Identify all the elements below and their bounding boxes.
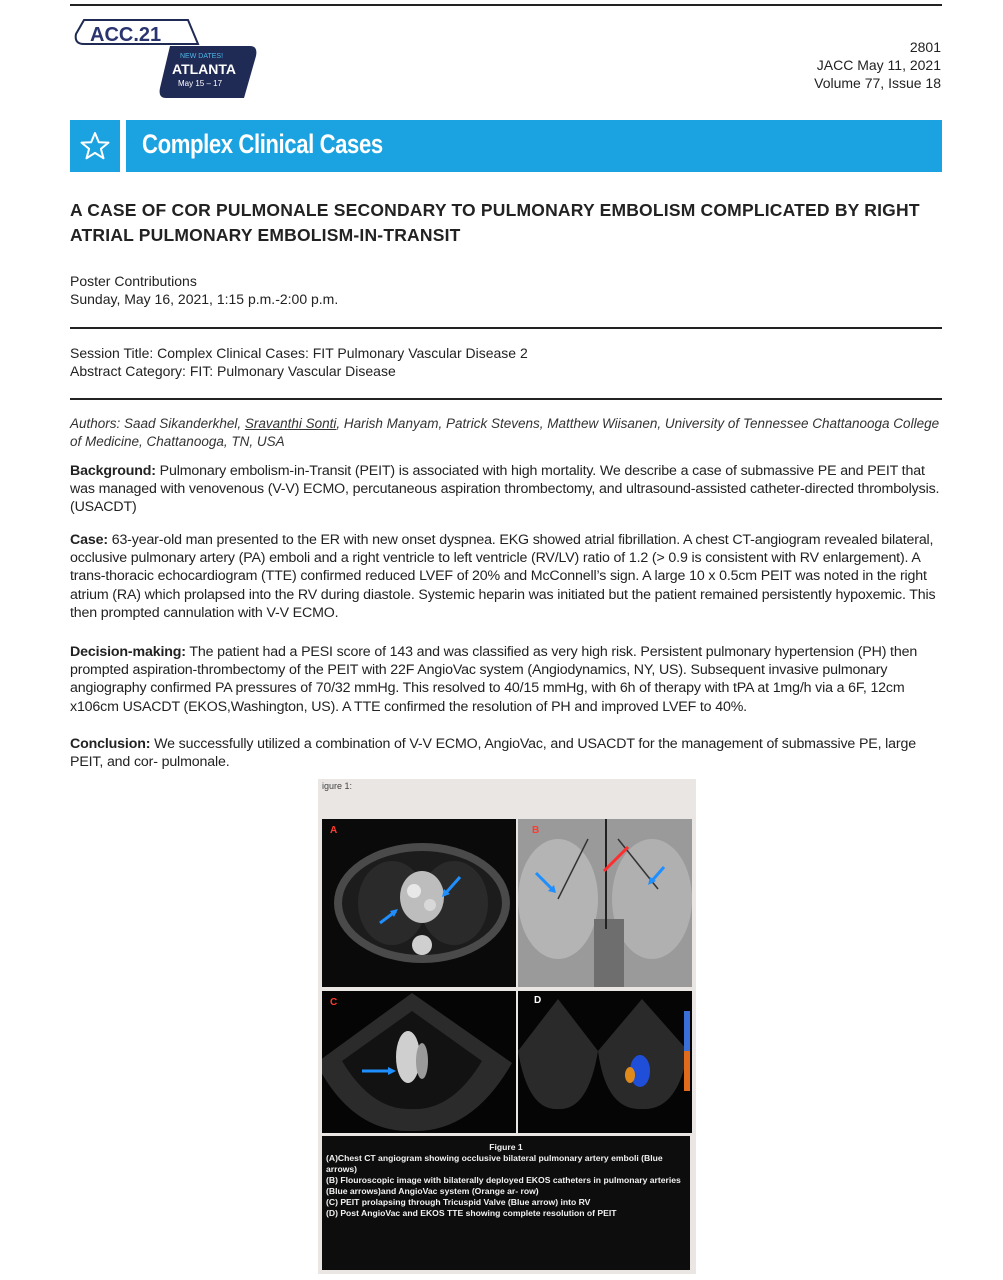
case-paragraph xyxy=(70,531,948,622)
page-number: 2801 xyxy=(909,39,941,55)
section-banner xyxy=(70,120,942,172)
decision-label: Decision-making: xyxy=(70,644,186,660)
panel-b-label: B xyxy=(532,825,540,836)
section-bar xyxy=(126,120,942,172)
top-rule xyxy=(70,4,942,6)
conclusion-text: We successfully utilized a combination of V-V ECMO, AngioVac, and USACDT for the management of submassive PE, large PEIT, and cor- pulmonale. xyxy=(70,736,916,771)
panel-a-label: A xyxy=(330,825,338,836)
article-title: A CASE OF COR PULMONALE SECONDARY TO PULMONARY EMBOLISM COMPLICATED BY RIGHT ATRIAL PULMONARY EMBOLISM-IN-TRANSIT xyxy=(70,200,920,245)
background-label: Background: xyxy=(70,463,156,479)
caption-item-d: (D) Post AngioVac and EKOS TTE showing complete resolution of PEIT xyxy=(326,1208,617,1218)
section-label: Complex Clinical Cases xyxy=(142,129,383,159)
journal-meta xyxy=(814,38,941,92)
decision-paragraph xyxy=(70,643,948,716)
star-icon-box xyxy=(70,120,120,172)
background-paragraph xyxy=(70,462,948,517)
logo-tag-text: NEW DATES! xyxy=(180,53,224,60)
journal-date: JACC May 11, 2021 xyxy=(816,57,941,73)
figure-header: igure 1: xyxy=(322,781,353,791)
panel-b-fluoroscopy-image xyxy=(518,819,692,987)
case-text: 63-year-old man presented to the ER with new onset dyspnea. EKG showed atrial fibrillation. A chest CT-angiogram revealed bilateral, occlusive pulmonary artery (PA) emboli and a right ventricle to left ventricle (RV/LV) ratio of 1.2 (> 0.9 is consistent with RV enlargement). A trans-thoracic echocardiogram (TTE) confirmed reduced LVEF of 20% and McConnell’s sign. A large 10 x 0.5cm PEIT was noted in the right atrium (RA) which prolapsed into the RV during diastole. Systemic heparin was initiated but the patient remained persistently hypoxemic. This then prompted cannulation with V-V ECMO. xyxy=(70,532,936,621)
caption-title: Figure 1 xyxy=(489,1142,523,1152)
authors-suffix: , Harish Manyam, Patrick Stevens, Matthew Wiisanen, University of Tennessee Chattanooga College of Medicine, Chattanooga, TN, USA xyxy=(70,416,940,449)
caption-item-c: (C) PEIT prolapsing through Tricuspid Valve (Blue arrow) into RV xyxy=(326,1197,591,1207)
authors xyxy=(70,415,950,451)
conclusion-paragraph xyxy=(70,735,948,771)
authors-prefix: Authors: Saad Sikanderkhel, xyxy=(70,416,245,431)
conclusion-label: Conclusion: xyxy=(70,736,151,752)
decision-text: The patient had a PESI score of 143 and was classified as very high risk. Persistent pulmonary hypertension (PH) then prompted aspiration-thrombectomy of the PEIT with 22F AngioVac system (Angiodynamics, NY, US). Subsequent invasive pulmonary angiography confirmed PA pressures of 70/32 mmHg. This resolved to 40/15 mmHg, with 6h of therapy with tPA at 1mg/h via a 6F, 12cm x106cm USACDT (EKOS,Washington, US). A TTE confirmed the resolution of PH and improved LVEF to 40%. xyxy=(70,644,918,715)
presenting-author: Sravanthi Sonti xyxy=(244,416,337,431)
poster-time: Sunday, May 16, 2021, 1:15 p.m.-2:00 p.m. xyxy=(70,291,339,307)
abstract-category: Abstract Category: FIT: Pulmonary Vascular Disease xyxy=(70,363,396,379)
star-icon xyxy=(79,130,111,162)
caption-item-a: (A)Chest CT angiogram showing occlusive bilateral pulmonary artery emboli (Blue arrows) xyxy=(326,1153,663,1174)
background-text: Pulmonary embolism-in-Transit (PEIT) is associated with high mortality. We describe a case of submassive PE and PEIT that was managed with venovenous (V-V) ECMO, percutaneous aspiration thrombectomy, and ultrasound-assisted catheter-directed thrombolysis. (USACDT) xyxy=(70,463,940,516)
poster-info xyxy=(70,272,338,308)
caption-item-b: (B) Flouroscopic image with bilaterally deployed EKOS catheters in pulmonary arteries (Blue arrows)and AngioVac system (Orange ar- row) xyxy=(326,1175,681,1196)
panel-c-label: C xyxy=(330,997,338,1008)
session-info xyxy=(70,344,528,380)
logo-dates-text: May 15 – 17 xyxy=(178,79,223,88)
logo-city-text: ATLANTA xyxy=(172,61,237,77)
journal-volume: Volume 77, Issue 18 xyxy=(814,75,941,91)
poster-type: Poster Contributions xyxy=(70,273,197,289)
divider xyxy=(70,327,942,329)
figure-caption xyxy=(322,1136,690,1270)
logo-brand-text: ACC.21 xyxy=(90,24,162,46)
acc21-logo xyxy=(70,14,260,104)
figure-1 xyxy=(318,779,696,1274)
divider xyxy=(70,398,942,400)
case-label: Case: xyxy=(70,532,108,548)
panel-a-ct-image xyxy=(322,819,516,987)
panel-d-label: D xyxy=(534,995,542,1006)
session-title: Session Title: Complex Clinical Cases: FIT Pulmonary Vascular Disease 2 xyxy=(70,345,528,361)
panel-d-echo-image xyxy=(518,991,692,1133)
panel-c-echo-image xyxy=(322,991,516,1133)
